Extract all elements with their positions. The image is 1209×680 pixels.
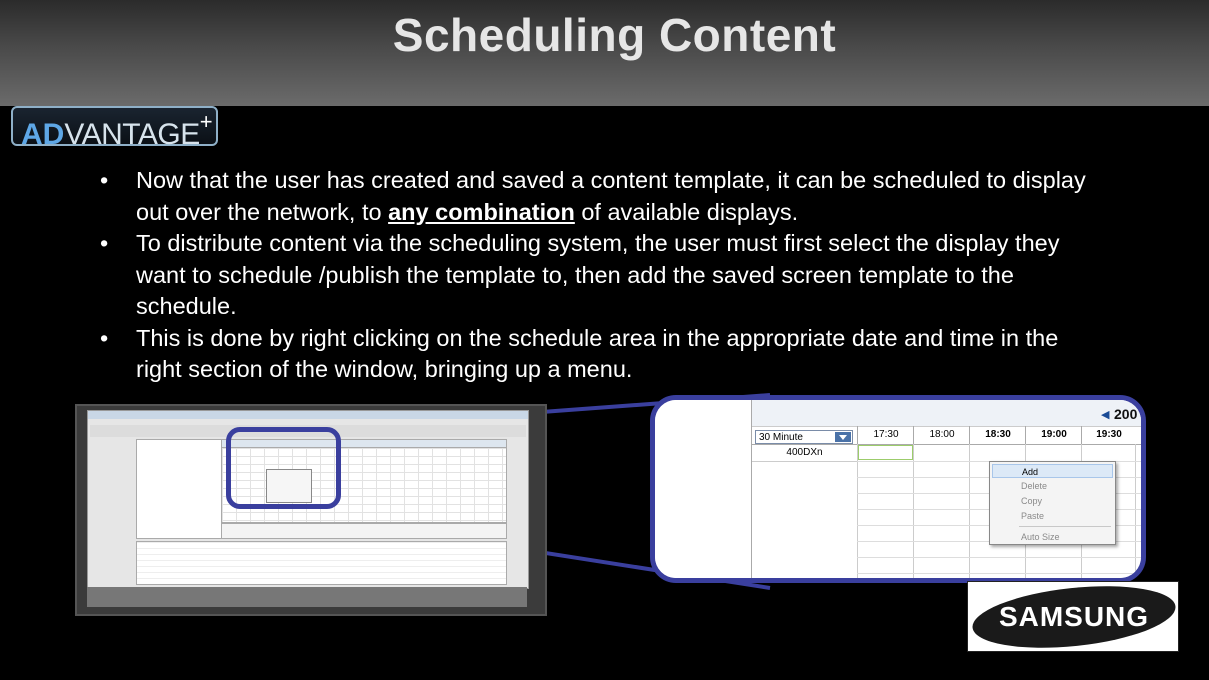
slide-title: Scheduling Content <box>392 9 837 61</box>
device-row-label: 400DXn <box>752 445 857 462</box>
window-titlebar <box>88 411 528 419</box>
context-menu <box>989 461 1116 545</box>
schedule-pane <box>752 400 1146 578</box>
menu-item-add[interactable]: Add <box>992 464 1113 478</box>
zoomed-schedule-view <box>650 395 1146 583</box>
logo-text-vantage: VANTAGE <box>64 118 200 151</box>
logo-text-ad: AD <box>21 118 65 151</box>
prev-arrow-icon[interactable]: ◀ <box>1101 409 1110 421</box>
bullet-dot: • <box>100 324 109 351</box>
time-col-2: 18:00 <box>913 426 970 444</box>
interval-select-value: 30 Minute <box>759 432 803 443</box>
schedule-detail-pane <box>221 523 507 539</box>
menu-item-auto-size[interactable]: Auto Size <box>1021 532 1060 542</box>
interval-select[interactable] <box>755 430 853 444</box>
zoom-left-pane <box>655 400 752 578</box>
grid-hline <box>857 557 1146 558</box>
menu-item-paste[interactable]: Paste <box>1021 511 1045 521</box>
bullet-3-text: This is done by right clicking on the schedule area in the appropriate date and time in the right section of the window, bringing up a menu. <box>136 324 1059 382</box>
menu-separator <box>1019 526 1111 527</box>
samsung-logo-text: SAMSUNG <box>998 601 1150 632</box>
selected-schedule-cell[interactable] <box>858 445 913 460</box>
date-nav-row <box>752 400 1146 427</box>
grid-vline <box>857 444 858 583</box>
grid-vline <box>913 444 914 583</box>
device-tree <box>136 439 222 539</box>
device-list-table <box>136 541 507 585</box>
menu-item-copy[interactable]: Copy <box>1021 496 1043 506</box>
grid-vline <box>969 444 970 583</box>
time-col-5: 19:30 <box>1081 426 1136 444</box>
bullet-2-text: To distribute content via the scheduling system, the user must first select the display they want to schedule /publish the template to, then add the saved screen template to the schedule. <box>136 230 1060 319</box>
time-col-4: 19:00 <box>1025 426 1082 444</box>
time-col-3: 18:30 <box>969 426 1026 444</box>
menu-item-delete[interactable]: Delete <box>1021 481 1048 491</box>
bullet-dot: • <box>100 167 109 193</box>
time-col-1: 17:30 <box>857 426 914 444</box>
bullet-1-text: Now that the user has created and saved a content template, it can be scheduled to display out over the network, to <box>136 167 1086 225</box>
date-label: 200 <box>1114 406 1138 422</box>
bullet-dot: • <box>100 230 109 256</box>
grid-hline <box>857 573 1146 574</box>
bullet-1-text-end: of available displays. <box>574 198 799 225</box>
grid-vline <box>1135 444 1136 583</box>
screenshot-bottom-bar <box>87 587 527 607</box>
chevron-down-icon[interactable] <box>835 432 851 442</box>
bullet-1-emphasis: any combination <box>388 198 575 225</box>
samsung-logo <box>967 581 1179 652</box>
highlight-frame <box>226 427 341 509</box>
logo-plus: + <box>199 109 213 134</box>
